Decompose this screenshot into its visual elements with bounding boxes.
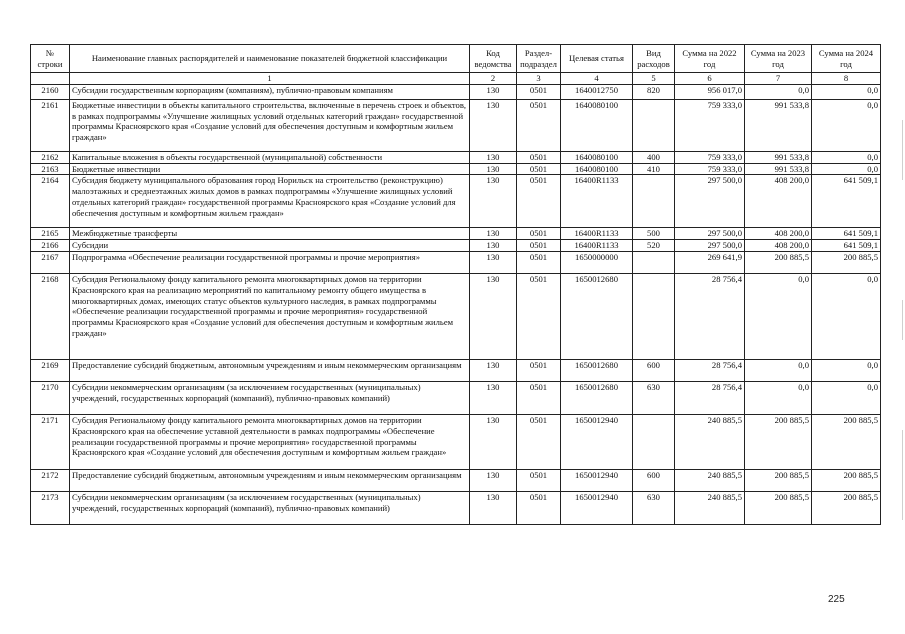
expense-type [633, 100, 675, 152]
target-article: 1650012680 [561, 360, 633, 382]
sum-2024: 200 885,5 [812, 415, 881, 470]
column-number: 1 [70, 73, 470, 85]
table-row [31, 252, 881, 274]
dept-code: 130 [470, 382, 517, 415]
section-code: 0501 [517, 228, 561, 240]
sum-2024: 641 509,1 [812, 175, 881, 228]
sum-2022: 956 017,0 [675, 85, 745, 100]
section-code: 0501 [517, 85, 561, 100]
sum-2024: 0,0 [812, 274, 881, 360]
dept-code: 130 [470, 228, 517, 240]
row-name: Субсидия бюджету муниципального образования город Норильск на строительство (реконструкцию) малоэтажных и среднеэтажных жилых домов в рамках подпрограммы «Улучшение жилищных условий отдельных категорий граждан» государственной программы Красноярского края «Создание условий для обеспечения доступным и комфортным жильем граждан» [70, 175, 470, 228]
header-dept-code: Код ведомства [470, 45, 517, 73]
header-sum-2024: Сумма на 2024 год [812, 45, 881, 73]
dept-code: 130 [470, 163, 517, 175]
expense-type: 400 [633, 152, 675, 164]
section-code: 0501 [517, 240, 561, 252]
scan-edge-mark [902, 300, 903, 340]
row-number: 2168 [31, 274, 70, 360]
sum-2022: 759 333,0 [675, 100, 745, 152]
row-name: Субсидии некоммерческим организациям (за исключением государственных (муниципальных) учреждений, государственных корпораций (компаний), публично-правовых компаний) [70, 382, 470, 415]
column-number: 3 [517, 73, 561, 85]
target-article: 1650012680 [561, 382, 633, 415]
sum-2024: 641 509,1 [812, 228, 881, 240]
sum-2024: 0,0 [812, 382, 881, 415]
target-article: 1650000000 [561, 252, 633, 274]
dept-code: 130 [470, 274, 517, 360]
sum-2023: 0,0 [745, 274, 812, 360]
dept-code: 130 [470, 240, 517, 252]
dept-code: 130 [470, 470, 517, 492]
table-row [31, 360, 881, 382]
table-row [31, 228, 881, 240]
table-row [31, 175, 881, 228]
target-article: 1640012750 [561, 85, 633, 100]
sum-2024: 200 885,5 [812, 492, 881, 525]
target-article: 1650012940 [561, 492, 633, 525]
expense-type [633, 175, 675, 228]
expense-type: 600 [633, 470, 675, 492]
sum-2023: 200 885,5 [745, 492, 812, 525]
row-number: 2171 [31, 415, 70, 470]
column-number-row [31, 73, 881, 85]
table-row [31, 100, 881, 152]
sum-2022: 240 885,5 [675, 492, 745, 525]
expense-type: 520 [633, 240, 675, 252]
target-article: 1640080100 [561, 152, 633, 164]
section-code: 0501 [517, 152, 561, 164]
table-row [31, 415, 881, 470]
sum-2023: 991 533,8 [745, 152, 812, 164]
header-exp-type: Вид расходов [633, 45, 675, 73]
header-section: Раздел-подраздел [517, 45, 561, 73]
table-row [31, 492, 881, 525]
sum-2023: 0,0 [745, 382, 812, 415]
table-row [31, 152, 881, 164]
sum-2024: 0,0 [812, 360, 881, 382]
row-number: 2172 [31, 470, 70, 492]
row-name: Субсидия Региональному фонду капитального ремонта многоквартирных домов на территории Красноярского края на реализацию мероприятий по капитальному ремонту общего имущества в многоквартирных домах, имеющих статус объектов культурного наследия, в рамках подпрограммы «Обеспечение реализации государственной программы и прочие мероприятия» государственной программы Красноярского края «Создание условий для обеспечения доступным и комфортным жильем граждан» [70, 274, 470, 360]
row-name: Субсидии государственным корпорациям (компаниям), публично-правовым компаниям [70, 85, 470, 100]
table-row [31, 382, 881, 415]
expense-type: 600 [633, 360, 675, 382]
row-name: Субсидии [70, 240, 470, 252]
section-code: 0501 [517, 360, 561, 382]
sum-2022: 28 756,4 [675, 274, 745, 360]
row-number: 2167 [31, 252, 70, 274]
sum-2023: 200 885,5 [745, 470, 812, 492]
dept-code: 130 [470, 415, 517, 470]
sum-2022: 297 500,0 [675, 175, 745, 228]
dept-code: 130 [470, 360, 517, 382]
row-name: Предоставление субсидий бюджетным, автономным учреждениям и иным некоммерческим организациям [70, 470, 470, 492]
header-row-no: № строки [31, 45, 70, 73]
column-number: 2 [470, 73, 517, 85]
section-code: 0501 [517, 492, 561, 525]
sum-2023: 0,0 [745, 85, 812, 100]
row-number: 2165 [31, 228, 70, 240]
section-code: 0501 [517, 100, 561, 152]
header-row [31, 45, 881, 73]
row-name: Межбюджетные трансферты [70, 228, 470, 240]
sum-2024: 641 509,1 [812, 240, 881, 252]
column-number [31, 73, 70, 85]
table-row [31, 240, 881, 252]
target-article: 16400R1133 [561, 240, 633, 252]
row-number: 2173 [31, 492, 70, 525]
row-number: 2164 [31, 175, 70, 228]
table-row [31, 274, 881, 360]
expense-type: 410 [633, 163, 675, 175]
column-number: 6 [675, 73, 745, 85]
row-name: Субсидия Региональному фонду капитального ремонта многоквартирных домов на территории Красноярского края на обеспечение уставной деятельности в рамках подпрограммы «Обеспечение реализации государственной программы и прочие мероприятия» государственной программы Красноярского края «Создание условий для обеспечения доступным и комфортным жильем граждан» [70, 415, 470, 470]
scan-edge-mark [902, 120, 903, 180]
target-article: 1640080100 [561, 100, 633, 152]
sum-2023: 408 200,0 [745, 175, 812, 228]
sum-2022: 240 885,5 [675, 415, 745, 470]
row-number: 2160 [31, 85, 70, 100]
section-code: 0501 [517, 470, 561, 492]
expense-type [633, 274, 675, 360]
dept-code: 130 [470, 152, 517, 164]
target-article: 1650012680 [561, 274, 633, 360]
dept-code: 130 [470, 100, 517, 152]
sum-2022: 297 500,0 [675, 240, 745, 252]
table-row [31, 85, 881, 100]
sum-2022: 759 333,0 [675, 152, 745, 164]
sum-2023: 408 200,0 [745, 240, 812, 252]
row-number: 2170 [31, 382, 70, 415]
scan-edge-mark [902, 430, 903, 520]
row-name: Подпрограмма «Обеспечение реализации государственной программы и прочие мероприятия» [70, 252, 470, 274]
sum-2022: 759 333,0 [675, 163, 745, 175]
expense-type: 500 [633, 228, 675, 240]
dept-code: 130 [470, 85, 517, 100]
row-name: Бюджетные инвестиции в объекты капитального строительства, включенные в перечень строек и объектов, в рамках подпрограммы «Улучшение жилищных условий отдельных категорий граждан» государственной программы Красноярского края «Создание условий для обеспечения доступным и комфортным жильем граждан» [70, 100, 470, 152]
sum-2024: 200 885,5 [812, 252, 881, 274]
row-name: Предоставление субсидий бюджетным, автономным учреждениям и иным некоммерческим организациям [70, 360, 470, 382]
row-number: 2162 [31, 152, 70, 164]
dept-code: 130 [470, 175, 517, 228]
row-name: Субсидии некоммерческим организациям (за исключением государственных (муниципальных) учреждений, государственных корпораций (компаний), публично-правовых компаний) [70, 492, 470, 525]
row-number: 2161 [31, 100, 70, 152]
sum-2023: 408 200,0 [745, 228, 812, 240]
target-article: 1640080100 [561, 163, 633, 175]
target-article: 1650012940 [561, 415, 633, 470]
expense-type [633, 252, 675, 274]
target-article: 16400R1133 [561, 175, 633, 228]
dept-code: 130 [470, 252, 517, 274]
section-code: 0501 [517, 274, 561, 360]
sum-2024: 0,0 [812, 152, 881, 164]
header-sum-2022: Сумма на 2022 год [675, 45, 745, 73]
header-sum-2023: Сумма на 2023 год [745, 45, 812, 73]
section-code: 0501 [517, 382, 561, 415]
section-code: 0501 [517, 163, 561, 175]
row-number: 2163 [31, 163, 70, 175]
section-code: 0501 [517, 252, 561, 274]
page-number: 225 [828, 594, 845, 605]
column-number: 5 [633, 73, 675, 85]
sum-2024: 0,0 [812, 100, 881, 152]
sum-2022: 269 641,9 [675, 252, 745, 274]
expense-type: 630 [633, 492, 675, 525]
column-number: 8 [812, 73, 881, 85]
row-name: Бюджетные инвестиции [70, 163, 470, 175]
sum-2023: 0,0 [745, 360, 812, 382]
section-code: 0501 [517, 175, 561, 228]
sum-2023: 200 885,5 [745, 415, 812, 470]
row-name: Капитальные вложения в объекты государственной (муниципальной) собственности [70, 152, 470, 164]
column-number: 4 [561, 73, 633, 85]
section-code: 0501 [517, 415, 561, 470]
dept-code: 130 [470, 492, 517, 525]
header-target: Целевая статья [561, 45, 633, 73]
expense-type: 820 [633, 85, 675, 100]
sum-2023: 991 533,8 [745, 163, 812, 175]
expense-type [633, 415, 675, 470]
budget-table [30, 44, 881, 525]
expense-type: 630 [633, 382, 675, 415]
sum-2023: 200 885,5 [745, 252, 812, 274]
target-article: 1650012940 [561, 470, 633, 492]
sum-2022: 28 756,4 [675, 360, 745, 382]
column-number: 7 [745, 73, 812, 85]
sum-2024: 200 885,5 [812, 470, 881, 492]
table-row [31, 163, 881, 175]
sum-2022: 240 885,5 [675, 470, 745, 492]
sum-2023: 991 533,8 [745, 100, 812, 152]
row-number: 2166 [31, 240, 70, 252]
sum-2024: 0,0 [812, 85, 881, 100]
header-name: Наименование главных распорядителей и наименование показателей бюджетной классификации [70, 45, 470, 73]
table-row [31, 470, 881, 492]
row-number: 2169 [31, 360, 70, 382]
target-article: 16400R1133 [561, 228, 633, 240]
sum-2022: 297 500,0 [675, 228, 745, 240]
sum-2024: 0,0 [812, 163, 881, 175]
sum-2022: 28 756,4 [675, 382, 745, 415]
